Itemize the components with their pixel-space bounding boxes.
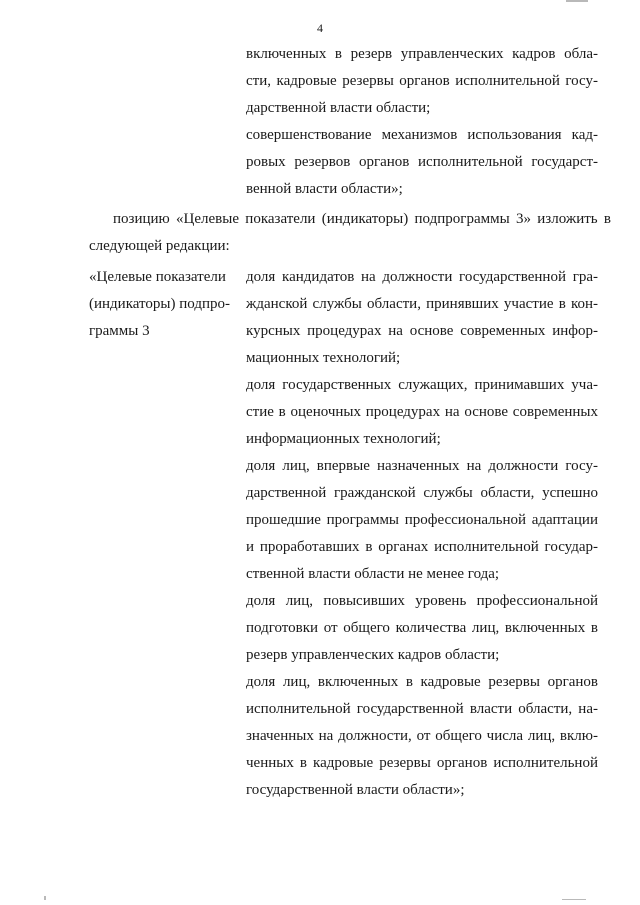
text-line: ченных в кадровые резервы органов исполнительной bbox=[246, 755, 598, 771]
text-line: доля лиц, включенных в кадровые резервы органов bbox=[246, 674, 598, 690]
text-line: «Целевые показатели bbox=[89, 269, 226, 285]
scan-mark bbox=[44, 896, 46, 900]
scan-mark bbox=[562, 899, 586, 900]
text-line: ственной власти области не менее года; bbox=[246, 566, 500, 582]
text-line: (индикаторы) подпро- bbox=[89, 296, 230, 312]
text-line: ровых резервов органов исполнительной государст- bbox=[246, 154, 598, 170]
text-line: венной власти области»; bbox=[246, 181, 403, 197]
text-line: доля лиц, впервые назначенных на должности госу- bbox=[246, 458, 598, 474]
text-line: доля государственных служащих, принимавших уча- bbox=[246, 377, 598, 393]
text-line: включенных в резерв управленческих кадров обла- bbox=[246, 46, 598, 62]
text-line: доля лиц, повысивших уровень профессиональной bbox=[246, 593, 598, 609]
text-line: значенных на должности, от общего числа лиц, вклю- bbox=[246, 728, 598, 744]
page-number: 4 bbox=[317, 21, 323, 35]
text-line: мационных технологий; bbox=[246, 350, 401, 366]
scan-mark bbox=[566, 0, 588, 2]
text-line: дарственной власти области; bbox=[246, 100, 431, 116]
text-line: дарственной гражданской службы области, успешно bbox=[246, 485, 598, 501]
text-line: государственной власти области»; bbox=[246, 782, 465, 798]
text-line: граммы 3 bbox=[89, 323, 150, 339]
text-line: доля кандидатов на должности государственной гра- bbox=[246, 269, 598, 285]
text-line: и проработавших в органах исполнительной государ- bbox=[246, 539, 598, 555]
text-line: совершенствование механизмов использования кад- bbox=[246, 127, 598, 143]
text-line: сти, кадровые резервы органов исполнительной госу- bbox=[246, 73, 598, 89]
text-line: следующей редакции: bbox=[89, 238, 230, 254]
text-line: резерв управленческих кадров области; bbox=[246, 647, 500, 663]
text-line: позицию «Целевые показатели (индикаторы) подпрограммы 3» изложить в bbox=[113, 211, 611, 227]
text-line: курсных процедурах на основе современных инфор- bbox=[246, 323, 598, 339]
text-line: прошедшие программы профессиональной адаптации bbox=[246, 512, 598, 528]
text-line: исполнительной государственной власти области, на- bbox=[246, 701, 598, 717]
text-line: стие в оценочных процедурах на основе современных bbox=[246, 404, 598, 420]
text-line: подготовки от общего количества лиц, включенных в bbox=[246, 620, 598, 636]
text-line: информационных технологий; bbox=[246, 431, 441, 447]
text-line: жданской службы области, принявших участие в кон- bbox=[246, 296, 598, 312]
